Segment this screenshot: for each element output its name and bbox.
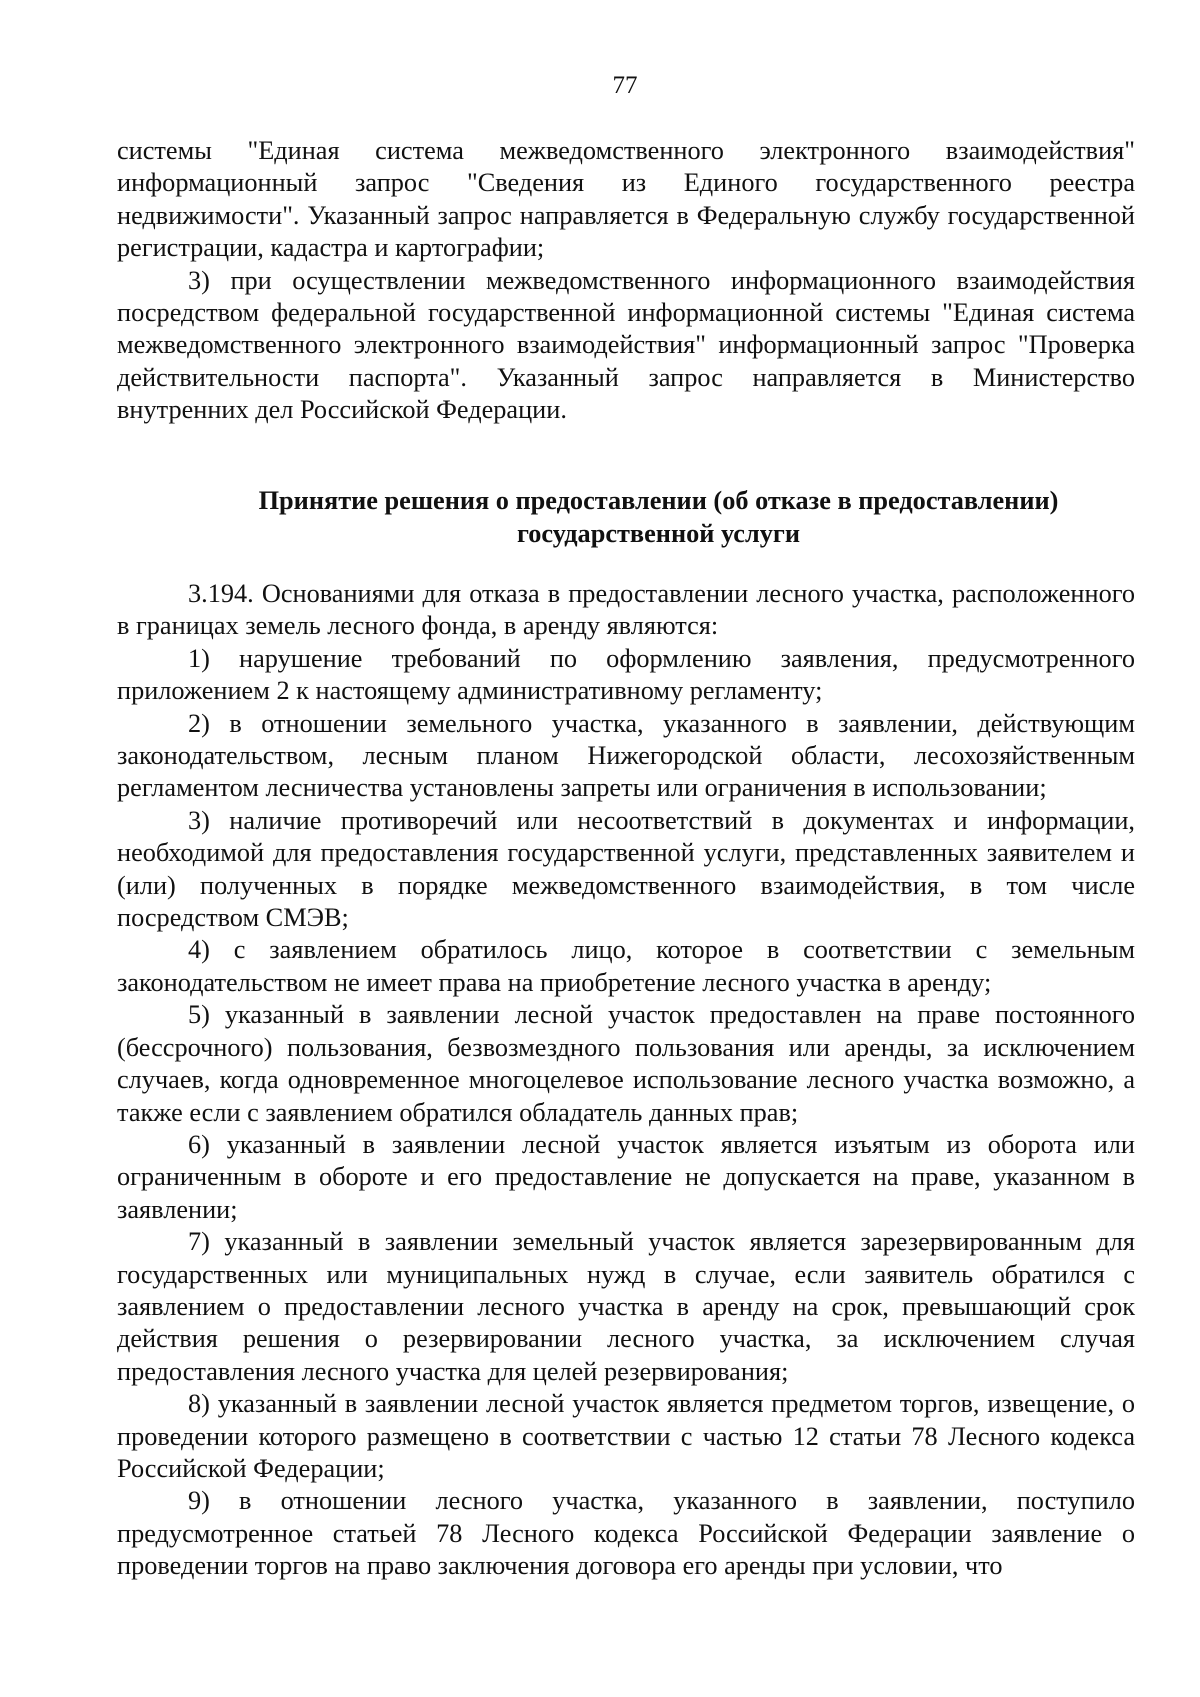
section-heading [117,484,1135,550]
paragraph-continued: системы "Единая система межведомственного электронного взаимодействия" информационный запрос "Сведения из Единого государственного реестра недвижимости". Указанный запрос направляется в Федеральную службу государственной регистрации, кадастра и картографии; [117,136,1135,263]
section-heading-line-1: Принятие решения о предоставлении (об отказе в предоставлении) [258,486,1059,515]
list-item-1: 1) нарушение требований по оформлению заявления, предусмотренного приложением 2 к настоящему административному регламенту; [117,643,1135,706]
list-item-4: 4) с заявлением обратилось лицо, которое в соответствии с земельным законодательством не имеет права на приобретение лесного участка в аренду; [117,935,1135,997]
paragraph-item-3: 3) при осуществлении межведомственного информационного взаимодействия посредством федеральной государственной информационной системы "Единая система межведомственного электронного взаимодействия" информационный запрос "Проверка действительности паспорта". Указанный запрос направляется в Министерство внутренних дел Российской Федерации. [117,265,1135,425]
list-item-8: 8) указанный в заявлении лесной участок является предметом торгов, извещение, о проведении которого размещено в соответствии с частью 12 статьи 78 Лесного кодекса Российской Федерации; [117,1389,1135,1483]
page-number: 77 [612,72,638,99]
list-item-5: 5) указанный в заявлении лесной участок предоставлен на праве постоянного (бессрочного) пользования, безвозмездного пользования или аренды, за исключением случаев, когда одновременное многоцелевое использование лесного участка возможно, а также если с заявлением обратился обладатель данных прав; [117,1000,1135,1127]
main-text-block [117,578,1135,1583]
list-item-7: 7) указанный в заявлении земельный участок является зарезервированным для государственных или муниципальных нужд в случае, если заявитель обратился с заявлением о предоставлении лесного участка в аренду на срок, превышающий срок действия решения о резервировании лесного участка, за исключением случая предоставления лесного участка для целей резервирования; [117,1227,1135,1386]
list-item-3: 3) наличие противоречий или несоответствий в документах и информации, необходимой для предоставления государственной услуги, представленных заявителем и (или) полученных в порядке межведомственного взаимодействия, в том числе посредством СМЭВ; [117,805,1135,933]
list-item-2: 2) в отношении земельного участка, указанного в заявлении, действующим законодательством, лесным планом Нижегородской области, лесохозяйственным регламентом лесничества установлены запреты или ограничения в использовании; [117,708,1135,803]
list-item-6: 6) указанный в заявлении лесной участок является изъятым из оборота или ограниченным в обороте и его предоставление не допускается на праве, указанном в заявлении; [117,1129,1135,1224]
paragraph-3-194: 3.194. Основаниями для отказа в предоставлении лесного участка, расположенного в границах земель лесного фонда, в аренду являются: [117,579,1135,641]
list-item-9: 9) в отношении лесного участка, указанного в заявлении, поступило предусмотренное статьей 78 Лесного кодекса Российской Федерации заявление о проведении торгов на право заключения договора его аренды при условии, что [117,1486,1135,1581]
section-heading-line-2: государственной услуги [517,519,800,548]
continued-text-block [117,135,1135,427]
